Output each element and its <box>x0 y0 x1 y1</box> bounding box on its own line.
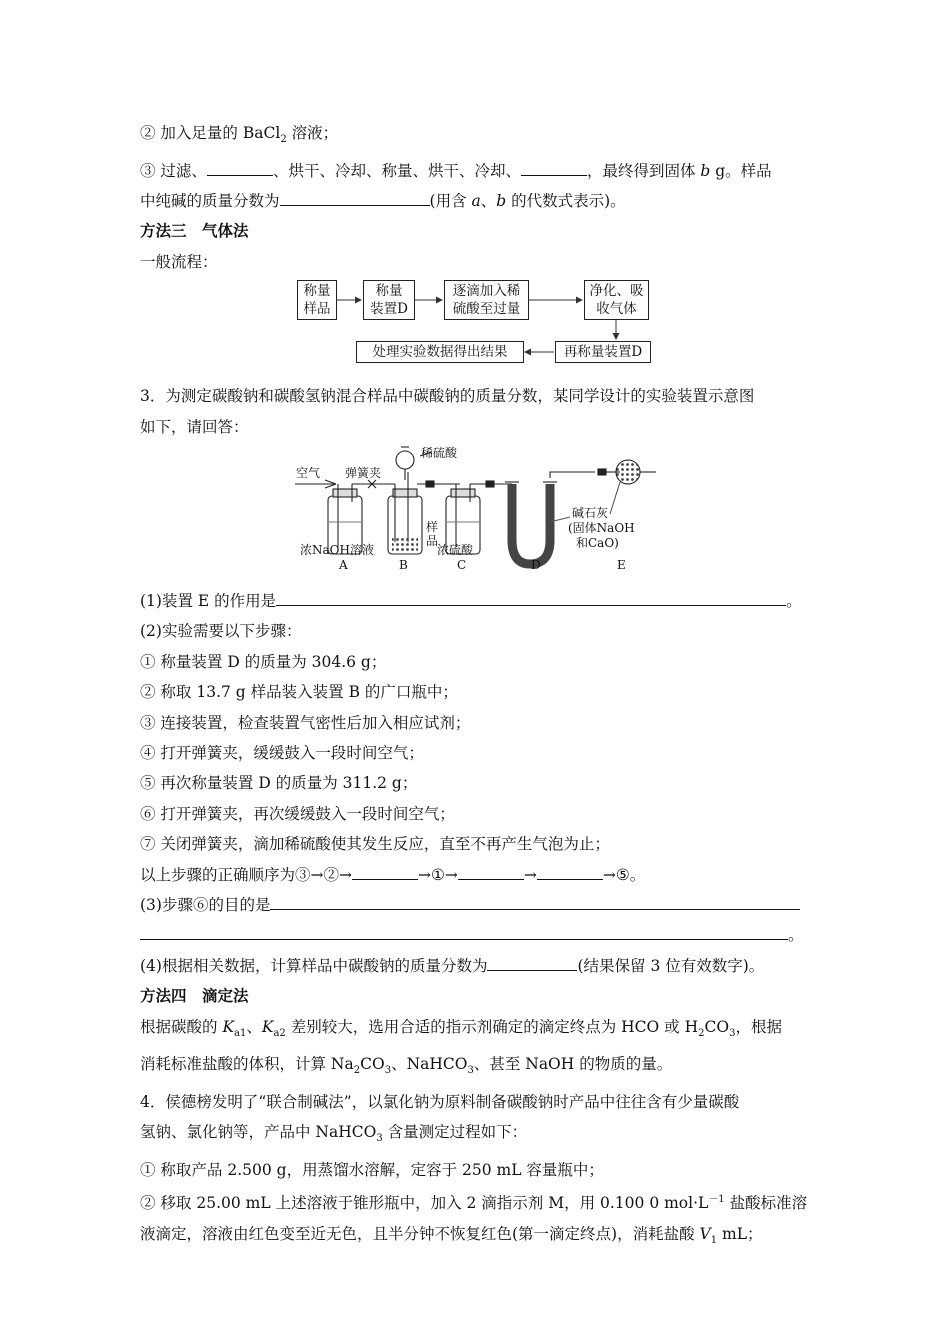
answer-blank[interactable] <box>280 189 430 206</box>
text-line: 如下，请回答： <box>140 417 249 436</box>
label-soda-lime-detail: (固体NaOH <box>568 520 635 535</box>
text-line: (1)装置 E 的作用是 。 <box>140 586 812 616</box>
answer-blank[interactable] <box>458 863 524 880</box>
text-line: 氢钠、氯化钠等，产品中 NaHCO$_3$ 含量测定过程如下： <box>140 1123 528 1145</box>
flow-box-result: 处理实验数据得出结果 <box>356 341 524 363</box>
u-tube-d <box>512 484 550 564</box>
apparatus-drawing <box>140 442 812 582</box>
text-line: ③ 过滤、 、烘干、冷却、称量、烘干、冷却、 ，最终得到固体 b g。样品 <box>140 156 812 186</box>
answer-blank[interactable] <box>140 923 788 940</box>
text-line: 以上步骤的正确顺序为③→②→ →①→ → →⑤。 <box>140 860 812 890</box>
step-line: ① 称取产品 2.500 g，用蒸馏水溶解，定容于 250 mL 容量瓶中； <box>140 1160 604 1179</box>
apparatus-diagram <box>140 442 812 582</box>
flow-box-add-acid: 逐滴加入稀 硫酸至过量 <box>444 280 529 320</box>
label-dilute-acid: 稀硫酸 <box>421 445 458 460</box>
step-line: ④ 打开弹簧夹，缓缓鼓入一段时间空气； <box>140 743 424 762</box>
flow-chart <box>140 279 812 375</box>
step-line: ② 移取 25.00 mL 上述溶液于锥形瓶中，加入 2 滴指示剂 M，用 0.100 0 $mol\cdot L^{-1}$ 盐酸标准溶 <box>140 1193 808 1213</box>
answer-blank[interactable] <box>270 893 800 910</box>
answer-blank[interactable] <box>276 589 786 606</box>
drying-tube-e <box>616 460 640 484</box>
text-line: 。 <box>140 920 812 950</box>
label-soda-lime-detail: 和CaO) <box>576 535 619 550</box>
step-line: ① 称量装置 D 的质量为 304.6 g； <box>140 652 387 671</box>
flow-box-weigh-d: 称量 装置D <box>363 280 415 320</box>
text-line: 消耗标准盐酸的体积，计算 $Na_2CO_3$、NaHCO$_3$、甚至 NaOH 的物质的量。 <box>140 1055 673 1077</box>
text-line: 中纯碱的质量分数为 (用含 a、b 的代数式表示)。 <box>140 186 812 216</box>
text-line: 根据碳酸的 $K_{a1}$、$K_{a2}$ 差别较大，选用合适的指示剂确定的滴定终点为 HCO 或 $H_2CO_3$，根据 <box>140 1017 782 1039</box>
step-line: ③ 连接装置，检查装置气密性后加入相应试剂； <box>140 713 471 732</box>
answer-blank[interactable] <box>521 159 587 176</box>
step-line: ⑤ 再次称量装置 D 的质量为 311.2 g； <box>140 774 418 793</box>
label-soda-lime: 碱石灰 <box>572 505 609 520</box>
label-sample: 样 品 <box>426 519 439 548</box>
label-air: 空气 <box>296 465 321 480</box>
flow-box-weigh-sample: 称量 样品 <box>297 280 337 320</box>
dropping-funnel <box>396 451 414 469</box>
flow-box-absorb-gas: 净化、吸 收气体 <box>584 280 649 320</box>
answer-blank[interactable] <box>537 863 603 880</box>
text-line: 液滴定，溶液由红色变至近无色，且半分钟不恢复红色(第一滴定终点)，消耗盐酸 $V_1$ mL； <box>140 1224 763 1246</box>
text-line: ② 加入足量的 BaCl$_2$ 溶液； <box>140 124 339 146</box>
label-b: B <box>399 557 408 572</box>
label-clamp: 弹簧夹 <box>345 465 382 480</box>
text-line: (4)根据相关数据，计算样品中碳酸钠的质量分数为 (结果保留 3 位有效数字)。 <box>140 951 812 981</box>
step-line: ⑥ 打开弹簧夹，再次缓缓鼓入一段时间空气； <box>140 804 455 823</box>
step-line: ⑦ 关闭弹簧夹，滴加稀硫酸使其发生反应，直至不再产生气泡为止； <box>140 835 610 854</box>
step-line: ② 称取 13.7 g 样品装入装置 B 的广口瓶中； <box>140 683 458 702</box>
answer-blank[interactable] <box>487 954 577 971</box>
text-line: 4．侯德榜发明了“联合制碱法”，以氯化钠为原料制备碳酸钠时产品中往往含有少量碳酸 <box>140 1092 740 1111</box>
section-heading: 方法四 滴定法 <box>140 986 249 1006</box>
label-naoh-solution: 浓NaOH溶液 <box>300 542 374 557</box>
text-line: (2)实验需要以下步骤： <box>140 622 302 641</box>
text-line: 3．为测定碳酸钠和碳酸氢钠混合样品中碳酸钠的质量分数，某同学设计的实验装置示意图 <box>140 387 755 406</box>
text-line: 一般流程： <box>140 252 218 271</box>
flow-box-reweigh-d: 再称量装置D <box>555 341 651 363</box>
document-page <box>140 118 812 1256</box>
label-d: D <box>531 557 541 572</box>
section-heading: 方法三 气体法 <box>140 221 249 241</box>
label-a: A <box>339 557 348 572</box>
answer-blank[interactable] <box>207 159 273 176</box>
label-c: C <box>457 557 467 572</box>
label-conc-acid: 浓硫酸 <box>437 542 474 557</box>
answer-blank[interactable] <box>352 863 418 880</box>
text-line: (3)步骤⑥的目的是 <box>140 890 812 920</box>
label-e: E <box>617 557 626 572</box>
